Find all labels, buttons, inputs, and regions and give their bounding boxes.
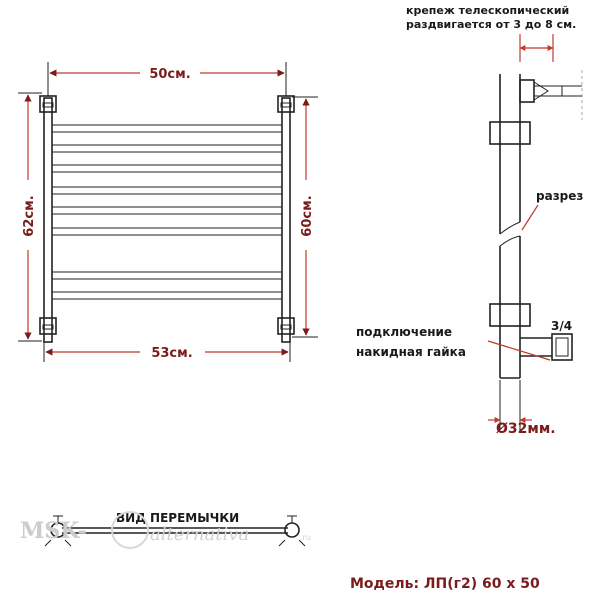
width-bottom-label: 53см. [151,346,193,361]
watermark-brand-mid: alternativa [150,524,250,545]
diameter-label: Ø32мм. [496,421,556,437]
lower-collar [490,304,530,326]
bridge-view-label: ВИД ПЕРЕМЫЧКИ [116,511,240,525]
height-left-label: 62см. [22,195,37,237]
horizontal-rungs [52,125,282,299]
wall-mount-bottom-right [278,318,294,334]
dimension-top-width [48,62,286,96]
mount-note-line1: крепеж телескопический [406,4,570,17]
dimension-bottom-width [44,342,290,362]
rung [52,125,282,132]
rung [52,228,282,235]
telescopic-mount-top [520,80,582,102]
upper-collar [490,122,530,144]
rung [52,272,282,279]
rung [52,187,282,194]
section-label: разрез [536,189,584,203]
wall-mount-bottom-left [40,318,56,334]
rung [52,165,282,172]
height-right-label: 60см. [300,195,315,237]
dimension-left-height [18,93,42,341]
dimension-right-height [292,97,318,337]
mount-note-line2: раздвигается от 3 до 8 см. [406,18,577,31]
union-nut [520,334,572,360]
rung [52,207,282,214]
watermark-brand-left: MSK- [20,518,87,544]
watermark-brand-tld: .ru [300,533,311,542]
rung [52,145,282,152]
model-label: Модель: ЛП(г2) 60 х 50 [350,576,540,592]
front-view [18,62,318,362]
riser-pipe-upper [500,74,520,234]
width-top-label: 50см. [149,67,191,82]
left-riser-pipe [44,98,52,342]
dimension-diameter [488,380,556,437]
right-riser-pipe [282,98,290,342]
thread-label: 3/4 [551,319,573,333]
rung [52,292,282,299]
side-view [356,4,583,437]
connection-label-line2: накидная гайка [356,345,466,359]
riser-pipe-lower [500,236,520,378]
connection-label-line1: подключение [356,325,453,339]
